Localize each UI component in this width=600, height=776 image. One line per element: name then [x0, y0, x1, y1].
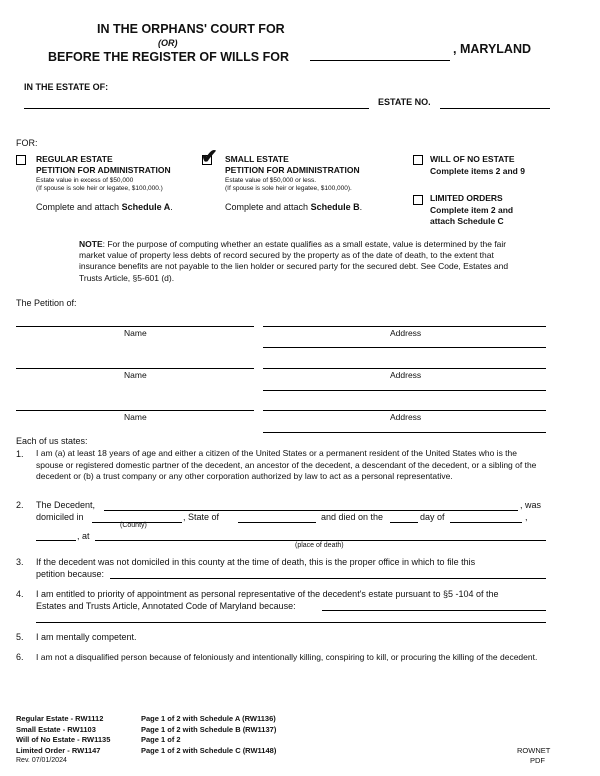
item-4-text-2: Estates and Trusts Article, Annotated Code of Maryland because: — [36, 601, 296, 611]
name-label: Name — [124, 370, 147, 380]
maryland-text: , MARYLAND — [453, 42, 532, 56]
form-pages: Page 1 of 2 with Schedule B (RW1137) — [141, 724, 277, 734]
petitioner-address-line-2[interactable] — [263, 347, 546, 348]
limited-orders-instructions-1: Complete item 2 and — [430, 205, 514, 215]
item-1-text: I am (a) at least 18 years of age and either a citizen of the United States or a permanent resident of the United States who is the spouse or registered domestic partner of the decedent, an ancestor of the decedent, a descendant of the decedent, or a sibling of the decedent or (b) a trust company or any other corporation authorized by law to act as a personal representative. — [36, 448, 537, 481]
form-code: Small Estate - RW1103 — [16, 724, 96, 734]
domiciled-label: domiciled in — [36, 512, 84, 522]
priority-reason-field[interactable] — [322, 610, 546, 611]
was-text: , was — [520, 500, 542, 510]
state-field[interactable] — [238, 522, 316, 523]
name-label: Name — [124, 412, 147, 422]
register-heading: BEFORE THE REGISTER OF WILLS FOR — [48, 50, 289, 64]
petitioner-address-field[interactable] — [263, 326, 546, 327]
item-5-number: 5. — [16, 632, 24, 642]
county-caption: (County) — [120, 522, 147, 529]
will-no-estate-instructions: Complete items 2 and 9 — [430, 166, 525, 176]
regular-estate-attach: Complete and attach Schedule A. — [36, 202, 173, 212]
death-year-field[interactable] — [36, 540, 76, 541]
limited-orders-checkbox[interactable] — [413, 195, 423, 205]
regular-estate-title: REGULAR ESTATE — [36, 154, 113, 164]
rownet-label: ROWNET — [517, 746, 551, 755]
estate-no-label: ESTATE NO. — [378, 97, 431, 107]
name-label: Name — [124, 328, 147, 338]
small-estate-subtitle: PETITION FOR ADMINISTRATION — [225, 165, 360, 175]
limited-orders-instructions-2: attach Schedule C — [430, 216, 504, 226]
county-field[interactable] — [310, 60, 450, 61]
proper-office-reason-field[interactable] — [110, 578, 546, 579]
small-estate-attach: Complete and attach Schedule B. — [225, 202, 363, 212]
petitioner-address-field[interactable] — [263, 368, 546, 369]
small-estate-note: NOTE: For the purpose of computing whether an estate qualifies as a small estate, value is determined by the fair market value of property less debts of record secured by the property as of the date of death, to the extent that insurance benefits are not payable to the lien holder or secured party for the secured debt. See Code, Estates and Trusts Article, §5-601 (d). — [79, 239, 509, 283]
address-label: Address — [390, 412, 422, 422]
item-3-number: 3. — [16, 557, 24, 567]
petitioner-address-field[interactable] — [263, 410, 546, 411]
each-of-us-label: Each of us states: — [16, 436, 88, 446]
form-code: Regular Estate - RW1112 — [16, 714, 104, 723]
place-of-death-field[interactable] — [95, 540, 546, 541]
regular-estate-subtitle: PETITION FOR ADMINISTRATION — [36, 165, 171, 175]
estate-name-field[interactable] — [24, 108, 369, 109]
for-label: FOR: — [16, 138, 38, 148]
will-no-estate-title: WILL OF NO ESTATE — [430, 154, 515, 164]
petitioner-name-field[interactable] — [16, 326, 254, 327]
day-of-label: day of — [420, 512, 445, 522]
item-5-text: I am mentally competent. — [36, 632, 137, 642]
regular-estate-checkbox[interactable] — [16, 155, 26, 165]
decedent-label: The Decedent, — [36, 500, 96, 510]
death-day-field[interactable] — [390, 522, 418, 523]
item-4-text: I am entitled to priority of appointment as personal representative of the decedent's estate pursuant to §5 -104 of the — [36, 589, 499, 599]
comma-text: , — [525, 512, 528, 522]
petitioner-name-field[interactable] — [16, 410, 254, 411]
will-no-estate-checkbox[interactable] — [413, 155, 423, 165]
estate-no-field[interactable] — [440, 108, 550, 109]
form-code: Limited Order - RW1147 — [16, 745, 101, 755]
item-3-text: If the decedent was not domiciled in this county at the time of death, this is the proper office in which to file this — [36, 557, 476, 567]
footer-forms — [16, 714, 110, 756]
petitioner-name-field[interactable] — [16, 368, 254, 369]
limited-orders-title: LIMITED ORDERS — [430, 193, 503, 203]
address-label: Address — [390, 370, 422, 380]
item-2-number: 2. — [16, 500, 24, 510]
item-6-text: I am not a disqualified person because of feloniously and intentionally killing, conspiring to kill, or procuring the killing of the decedent. — [36, 652, 538, 662]
court-heading: IN THE ORPHANS' COURT FOR — [97, 22, 285, 36]
revision-date: Rev. 07/01/2024 — [16, 757, 67, 764]
place-of-death-caption: (place of death) — [295, 542, 344, 549]
regular-estate-value-note: Estate value in excess of $50,000 — [36, 177, 134, 184]
address-label: Address — [390, 328, 422, 338]
form-pages: Page 1 of 2 with Schedule C (RW1148) — [141, 745, 277, 755]
died-on-label: and died on the — [321, 512, 384, 522]
state-of-label: , State of — [183, 512, 220, 522]
small-estate-spouse-note: (If spouse is sole heir or legatee, $100,000). — [225, 185, 352, 192]
item-4-number: 4. — [16, 589, 24, 599]
estate-of-label: IN THE ESTATE OF: — [24, 82, 109, 92]
item-6-number: 6. — [16, 652, 24, 662]
form-pages: Page 1 of 2 with Schedule A (RW1136) — [141, 714, 276, 723]
form-pages: Page 1 of 2 — [141, 735, 181, 744]
item-1-number: 1. — [16, 449, 24, 459]
petitioner-address-line-2[interactable] — [263, 390, 546, 391]
regular-estate-spouse-note: (If spouse is sole heir or legatee, $100,000.) — [36, 185, 163, 192]
form-code: Will of No Estate - RW1135 — [16, 735, 111, 744]
small-estate-value-note: Estate value of $50,000 or less. — [225, 177, 317, 184]
checkmark-icon: ✔ — [201, 146, 218, 168]
petition-of-label: The Petition of: — [16, 298, 77, 308]
item-3-text-2: petition because: — [36, 569, 105, 579]
footer-pages — [141, 714, 276, 756]
pdf-label: PDF — [530, 756, 545, 765]
small-estate-title: SMALL ESTATE — [225, 154, 289, 164]
priority-reason-line-2[interactable] — [36, 622, 546, 623]
petitioner-address-line-2[interactable] — [263, 432, 546, 433]
death-month-field[interactable] — [450, 522, 522, 523]
or-text: (OR) — [158, 38, 178, 48]
decedent-name-field[interactable] — [104, 510, 518, 511]
at-label: , at — [77, 531, 90, 541]
